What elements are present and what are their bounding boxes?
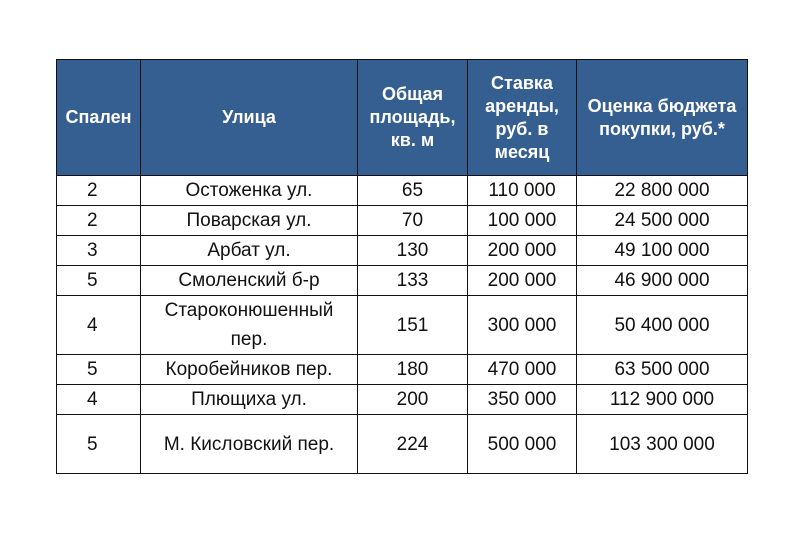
cell-bedrooms: 2 [57,176,141,206]
cell-area: 224 [358,415,468,474]
cell-street: Остоженка ул. [141,176,358,206]
cell-budget: 24 500 000 [577,206,748,236]
cell-bedrooms: 4 [57,296,141,355]
header-bedrooms: Спален [57,60,141,176]
cell-street: Коробейников пер. [141,355,358,385]
table-row [57,266,748,296]
cell-rent: 200 000 [468,236,577,266]
header-area: Общая площадь, кв. м [358,60,468,176]
header-budget: Оценка бюджета покупки, руб.* [577,60,748,176]
cell-area: 200 [358,385,468,415]
header-street: Улица [141,60,358,176]
cell-budget: 49 100 000 [577,236,748,266]
cell-bedrooms: 5 [57,355,141,385]
table-row [57,296,748,355]
cell-area: 133 [358,266,468,296]
cell-rent: 110 000 [468,176,577,206]
cell-street: Плющиха ул. [141,385,358,415]
cell-bedrooms: 5 [57,415,141,474]
cell-street: Староконюшенный пер. [141,296,358,355]
cell-rent: 200 000 [468,266,577,296]
cell-area: 180 [358,355,468,385]
cell-area: 130 [358,236,468,266]
cell-budget: 50 400 000 [577,296,748,355]
table-row [57,355,748,385]
cell-rent: 100 000 [468,206,577,236]
cell-bedrooms: 3 [57,236,141,266]
table-row [57,385,748,415]
cell-budget: 63 500 000 [577,355,748,385]
cell-area: 151 [358,296,468,355]
cell-rent: 470 000 [468,355,577,385]
header-row [57,60,748,176]
cell-budget: 46 900 000 [577,266,748,296]
cell-budget: 112 900 000 [577,385,748,415]
header-rent: Ставка аренды, руб. в месяц [468,60,577,176]
cell-street: Поварская ул. [141,206,358,236]
table-row [57,206,748,236]
cell-street: Смоленский б-р [141,266,358,296]
table-row [57,415,748,474]
table-row [57,236,748,266]
cell-bedrooms: 2 [57,206,141,236]
cell-bedrooms: 5 [57,266,141,296]
cell-area: 65 [358,176,468,206]
table-row [57,176,748,206]
cell-rent: 500 000 [468,415,577,474]
cell-area: 70 [358,206,468,236]
cell-rent: 300 000 [468,296,577,355]
cell-budget: 22 800 000 [577,176,748,206]
apartments-table [56,59,748,474]
cell-budget: 103 300 000 [577,415,748,474]
cell-rent: 350 000 [468,385,577,415]
cell-bedrooms: 4 [57,385,141,415]
cell-street: Арбат ул. [141,236,358,266]
cell-street: М. Кисловский пер. [141,415,358,474]
